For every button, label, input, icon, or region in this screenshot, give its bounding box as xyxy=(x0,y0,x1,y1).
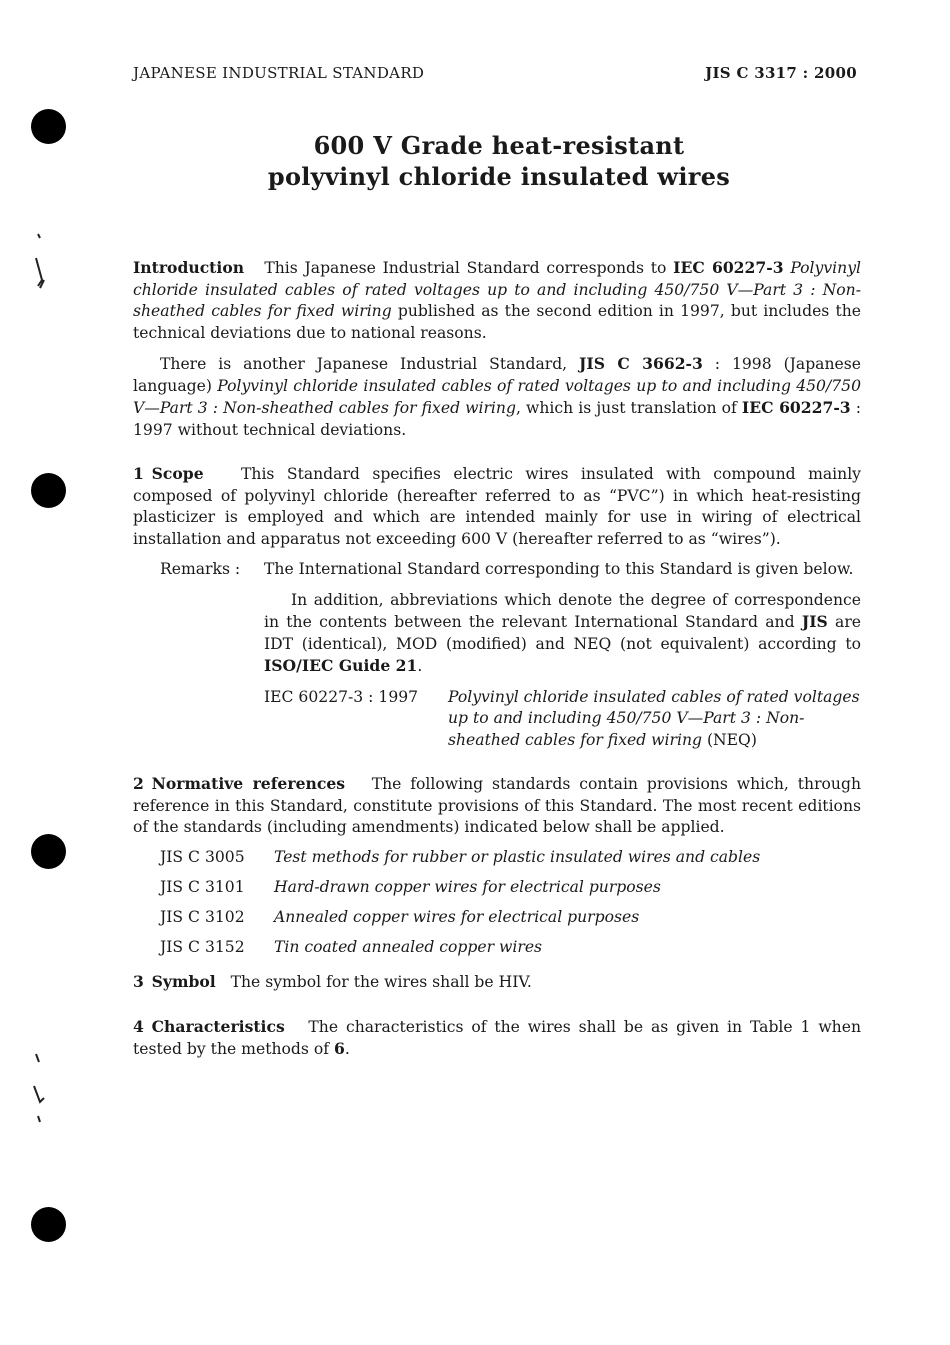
punch-hole xyxy=(31,473,66,508)
list-item xyxy=(160,907,861,929)
text-run: This Standard specifies electric wires insulated with compound mainly composed of polyvinyl chloride (hereafter referred to as “PVC”) in which heat-resisting plasticizer is employed and which are intended mainly for use in wiring of electrical installation and apparatus not exceeding 600 V (hereafter referred to as “wires”). xyxy=(133,465,861,548)
scope-section xyxy=(133,463,861,550)
reference-code: JIS C 3101 xyxy=(160,877,245,896)
text-run: There is another Japanese Industrial Standard, xyxy=(160,355,580,373)
characteristics-heading: 4 Characteristics xyxy=(133,1016,285,1036)
scan-speck xyxy=(30,1050,60,1130)
reference-title: Hard-drawn copper wires for electrical purposes xyxy=(274,877,661,896)
text-run: The symbol for the wires shall be HIV. xyxy=(230,973,532,991)
reference-code: JIS C 3005 xyxy=(160,847,245,866)
text-run: are IDT (identical), MOD (modified) and NEQ (not equivalent) according to xyxy=(264,613,862,653)
punch-hole xyxy=(31,1207,66,1242)
correspondence-tag: (NEQ) xyxy=(701,730,757,749)
symbol-heading: 3 Symbol xyxy=(133,972,216,991)
standard-ref: JIS xyxy=(801,612,828,631)
punch-hole xyxy=(31,834,66,869)
standard-ref: JIS C 3662-3 xyxy=(579,354,703,373)
standard-title xyxy=(448,687,861,752)
scope-heading: 1 Scope xyxy=(133,464,204,483)
text-run: The characteristics of the wires shall be as given in Table 1 when tested by the methods of xyxy=(133,1017,861,1058)
text-run: : 1998 (Japanese language) xyxy=(133,355,861,395)
reference-list xyxy=(160,847,861,959)
clause-ref: 6 xyxy=(333,1039,345,1058)
reference-title: Annealed copper wires for electrical purposes xyxy=(274,907,640,926)
reference-title: Tin coated annealed copper wires xyxy=(274,937,543,956)
standard-code: IEC 60227-3 : 1997 xyxy=(264,687,419,706)
text-run: : 1997 without technical deviations. xyxy=(133,399,861,439)
standard-title: Polyvinyl chloride insulated cables of rated voltages up to and including 450/750 V—Part 3 : Non-sheathed cables for fixed wiring xyxy=(133,376,862,417)
document-title xyxy=(0,130,950,192)
reference-title: Test methods for rubber or plastic insulated wires and cables xyxy=(274,847,761,866)
reference-code: JIS C 3152 xyxy=(160,937,245,956)
introduction-heading: Introduction xyxy=(133,258,245,277)
title-line: 600 V Grade heat-resistant xyxy=(313,131,685,160)
list-item xyxy=(160,847,861,869)
document-body xyxy=(133,257,861,1061)
text-run: , which is just translation of xyxy=(515,399,742,417)
standard-ref: IEC 60227-3 xyxy=(741,398,851,417)
text-run: This Japanese Industrial Standard corresponds to xyxy=(264,259,674,277)
header-standard-number: JIS C 3317 : 2000 xyxy=(705,64,857,82)
remarks-paragraph: The International Standard corresponding to this Standard is given below. xyxy=(264,560,854,578)
normative-references-section xyxy=(133,773,861,839)
standard-ref: ISO/IEC Guide 21 xyxy=(264,656,418,675)
scan-speck xyxy=(30,230,60,300)
international-standard-ref xyxy=(264,687,861,752)
remarks-label: Remarks : xyxy=(160,560,241,578)
remarks-block xyxy=(160,559,861,751)
symbol-section xyxy=(133,971,861,994)
normative-references-heading: 2 Normative references xyxy=(133,774,346,793)
standard-title-text: Polyvinyl chloride insulated cables of rated voltages up to and including 450/750 V—Part 3 : Non-sheathed cables for fixed wiring xyxy=(448,687,860,749)
standard-ref: IEC 60227-3 xyxy=(673,258,784,277)
remarks-text xyxy=(264,559,861,751)
remarks-paragraph xyxy=(264,590,861,678)
text-run: The following standards contain provisions which, through reference in this Standard, constitute provisions of this Standard. The most recent editions of the standards (including amendments) indicated below shall be applied. xyxy=(133,775,861,836)
text-run: . xyxy=(417,657,423,675)
header-standard-type: JAPANESE INDUSTRIAL STANDARD xyxy=(133,64,425,82)
characteristics-section xyxy=(133,1016,861,1061)
text-run: published as the second edition in 1997, but includes the technical deviations due to national reasons. xyxy=(133,302,861,342)
standard-title: Polyvinyl chloride insulated cables of rated voltages up to and including 450/750 V—Part 3 : Non-sheathed cables for fixed wiring xyxy=(133,259,861,320)
introduction-paragraph-2 xyxy=(133,353,861,441)
list-item xyxy=(160,877,861,899)
text-run: In addition, abbreviations which denote the degree of correspondence in the contents between the relevant International Standard and xyxy=(264,590,861,631)
title-line: polyvinyl chloride insulated wires xyxy=(267,162,731,191)
text-run: . xyxy=(344,1040,350,1058)
introduction-paragraph xyxy=(133,257,861,344)
reference-code: JIS C 3102 xyxy=(160,907,245,926)
list-item xyxy=(160,937,861,959)
